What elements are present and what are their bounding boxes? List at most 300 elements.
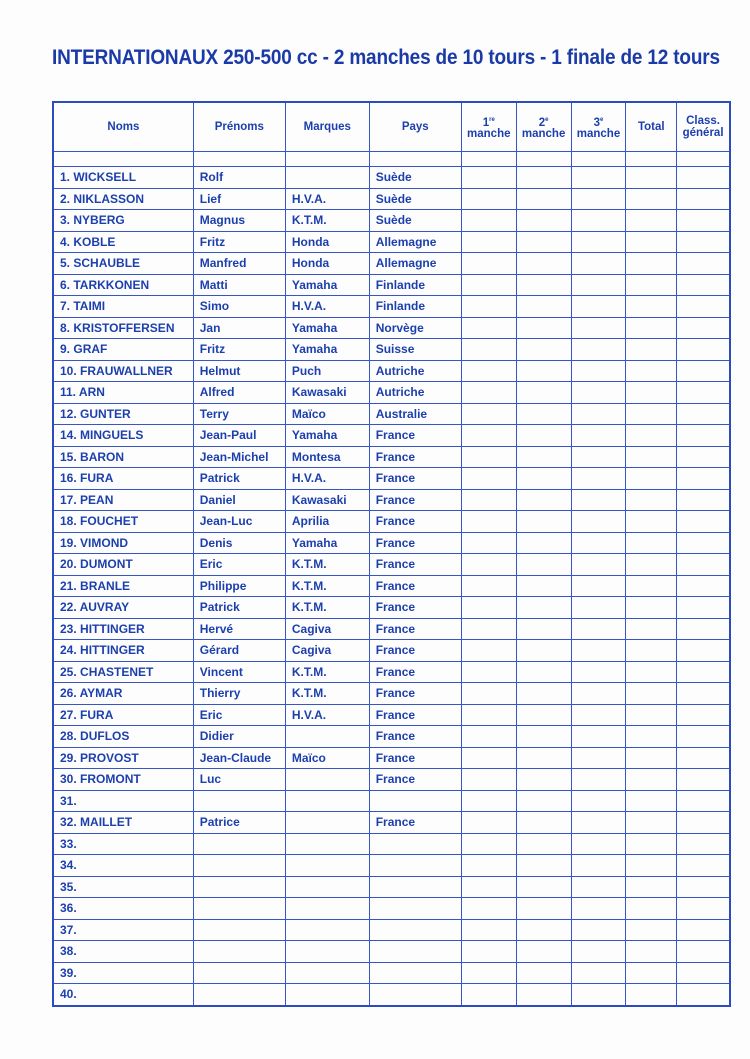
manche-2-cell <box>516 962 571 984</box>
country-cell: France <box>369 489 461 511</box>
rider-entry <box>53 984 193 1006</box>
total-cell <box>626 769 677 791</box>
country-cell: Allemagne <box>369 253 461 275</box>
manche-2-cell <box>516 274 571 296</box>
rider-lastname: VIMOND <box>80 535 129 550</box>
rider-lastname: FOUCHET <box>80 514 139 529</box>
table-row <box>53 296 730 318</box>
header-row <box>53 102 730 152</box>
total-cell <box>626 274 677 296</box>
rider-entry <box>53 425 193 447</box>
brand-cell: K.T.M. <box>285 597 369 619</box>
manche-1-cell <box>461 274 516 296</box>
classement-cell <box>677 876 730 898</box>
spacer-cell <box>461 152 516 167</box>
rider-lastname: NIKLASSON <box>73 191 145 206</box>
manche-2-cell <box>516 726 571 748</box>
rider-number: 29. <box>60 750 77 765</box>
manche-3-cell <box>571 747 626 769</box>
total-cell <box>626 253 677 275</box>
brand-cell: K.T.M. <box>285 210 369 232</box>
firstname-cell: Hervé <box>193 618 285 640</box>
total-cell <box>626 575 677 597</box>
firstname-cell: Jean-Paul <box>193 425 285 447</box>
country-cell: France <box>369 618 461 640</box>
manche-2-cell <box>516 597 571 619</box>
manche-2-cell <box>516 984 571 1006</box>
total-cell <box>626 898 677 920</box>
classement-cell <box>677 317 730 339</box>
brand-cell <box>285 876 369 898</box>
rider-entry <box>53 317 193 339</box>
classement-cell <box>677 704 730 726</box>
rider-lastname: KOBLE <box>73 234 116 249</box>
header-noms: Noms <box>53 102 193 152</box>
rider-lastname: TARKKONEN <box>73 277 150 292</box>
brand-cell: Yamaha <box>285 339 369 361</box>
spacer-cell <box>677 152 730 167</box>
manche-3-cell <box>571 769 626 791</box>
manche-1-cell <box>461 532 516 554</box>
rider-lastname: NYBERG <box>73 213 125 228</box>
manche-1-cell <box>461 253 516 275</box>
manche-2-cell <box>516 403 571 425</box>
rider-entry <box>53 704 193 726</box>
table-row <box>53 489 730 511</box>
manche-2-cell <box>516 339 571 361</box>
country-cell <box>369 919 461 941</box>
rider-entry <box>53 532 193 554</box>
total-cell <box>626 468 677 490</box>
rider-number: 37. <box>60 922 77 937</box>
manche-3-cell <box>571 274 626 296</box>
table-body <box>53 152 730 1006</box>
classement-cell <box>677 296 730 318</box>
brand-cell: Kawasaki <box>285 382 369 404</box>
manche-2-cell <box>516 812 571 834</box>
table-row <box>53 618 730 640</box>
rider-number: 4. <box>60 234 71 249</box>
manche-1-cell <box>461 446 516 468</box>
rider-entry <box>53 489 193 511</box>
brand-cell: Montesa <box>285 446 369 468</box>
country-cell: Allemagne <box>369 231 461 253</box>
manche-2-cell <box>516 683 571 705</box>
header-manche-2-sup: e <box>545 116 549 123</box>
total-cell <box>626 747 677 769</box>
table-row <box>53 511 730 533</box>
manche-1-cell <box>461 382 516 404</box>
manche-1-cell <box>461 597 516 619</box>
firstname-cell: Jean-Luc <box>193 511 285 533</box>
total-cell <box>626 403 677 425</box>
table-row <box>53 188 730 210</box>
firstname-cell: Didier <box>193 726 285 748</box>
rider-lastname: BARON <box>80 449 125 464</box>
firstname-cell: Patrice <box>193 812 285 834</box>
manche-2-cell <box>516 941 571 963</box>
manche-1-cell <box>461 618 516 640</box>
manche-2-cell <box>516 876 571 898</box>
firstname-cell <box>193 962 285 984</box>
country-cell: France <box>369 446 461 468</box>
rider-lastname: DUMONT <box>80 557 133 572</box>
manche-2-cell <box>516 575 571 597</box>
brand-cell: K.T.M. <box>285 554 369 576</box>
total-cell <box>626 618 677 640</box>
rider-number: 33. <box>60 836 77 851</box>
classement-cell <box>677 640 730 662</box>
brand-cell: H.V.A. <box>285 468 369 490</box>
country-cell: Suisse <box>369 339 461 361</box>
brand-cell: Maïco <box>285 747 369 769</box>
manche-2-cell <box>516 188 571 210</box>
rider-number: 20. <box>60 557 77 572</box>
total-cell <box>626 188 677 210</box>
manche-2-cell <box>516 231 571 253</box>
classement-cell <box>677 833 730 855</box>
table-row <box>53 941 730 963</box>
total-cell <box>626 597 677 619</box>
country-cell: France <box>369 640 461 662</box>
firstname-cell: Fritz <box>193 231 285 253</box>
total-cell <box>626 941 677 963</box>
classement-cell <box>677 382 730 404</box>
rider-number: 7. <box>60 299 71 314</box>
country-cell: France <box>369 769 461 791</box>
classement-cell <box>677 984 730 1006</box>
manche-3-cell <box>571 489 626 511</box>
table-row <box>53 597 730 619</box>
total-cell <box>626 683 677 705</box>
total-cell <box>626 317 677 339</box>
manche-1-cell <box>461 231 516 253</box>
rider-entry <box>53 683 193 705</box>
manche-1-cell <box>461 790 516 812</box>
manche-1-cell <box>461 704 516 726</box>
rider-number: 9. <box>60 342 71 357</box>
table-row <box>53 403 730 425</box>
brand-cell: Maïco <box>285 403 369 425</box>
manche-1-cell <box>461 511 516 533</box>
brand-cell: Yamaha <box>285 317 369 339</box>
classement-cell <box>677 489 730 511</box>
rider-number: 32. <box>60 815 77 830</box>
table-row <box>53 360 730 382</box>
rider-number: 11. <box>60 385 77 400</box>
manche-2-cell <box>516 468 571 490</box>
manche-1-cell <box>461 403 516 425</box>
brand-cell <box>285 833 369 855</box>
rider-number: 34. <box>60 858 77 873</box>
country-cell: Suède <box>369 188 461 210</box>
firstname-cell: Patrick <box>193 597 285 619</box>
firstname-cell: Simo <box>193 296 285 318</box>
rider-number: 8. <box>60 320 71 335</box>
rider-lastname: GRAF <box>73 342 108 357</box>
classement-cell <box>677 468 730 490</box>
table-row <box>53 812 730 834</box>
total-cell <box>626 554 677 576</box>
manche-3-cell <box>571 984 626 1006</box>
firstname-cell: Thierry <box>193 683 285 705</box>
rider-number: 31. <box>60 793 77 808</box>
brand-cell <box>285 855 369 877</box>
manche-3-cell <box>571 403 626 425</box>
header-manche-2-number: 2 <box>538 116 546 129</box>
total-cell <box>626 661 677 683</box>
manche-2-cell <box>516 532 571 554</box>
rider-number: 1. <box>60 170 71 185</box>
manche-2-cell <box>516 511 571 533</box>
table-row <box>53 253 730 275</box>
manche-3-cell <box>571 790 626 812</box>
rider-entry <box>53 833 193 855</box>
rider-lastname: MINGUELS <box>80 428 144 443</box>
country-cell: Finlande <box>369 296 461 318</box>
header-manche-1-word: manche <box>467 128 511 141</box>
rider-number: 17. <box>60 492 77 507</box>
firstname-cell: Daniel <box>193 489 285 511</box>
brand-cell: K.T.M. <box>285 661 369 683</box>
manche-1-cell <box>461 876 516 898</box>
classement-cell <box>677 446 730 468</box>
spacer-cell <box>571 152 626 167</box>
country-cell: France <box>369 726 461 748</box>
rider-number: 26. <box>60 686 77 701</box>
manche-2-cell <box>516 661 571 683</box>
manche-2-cell <box>516 296 571 318</box>
rider-entry <box>53 726 193 748</box>
rider-number: 24. <box>60 643 77 658</box>
manche-1-cell <box>461 984 516 1006</box>
table-row <box>53 984 730 1006</box>
classement-cell <box>677 167 730 189</box>
classement-cell <box>677 941 730 963</box>
classement-cell <box>677 898 730 920</box>
manche-3-cell <box>571 683 626 705</box>
manche-1-cell <box>461 919 516 941</box>
table-row <box>53 231 730 253</box>
classement-cell <box>677 962 730 984</box>
rider-entry <box>53 640 193 662</box>
country-cell: France <box>369 511 461 533</box>
rider-number: 28. <box>60 729 77 744</box>
rider-number: 38. <box>60 944 77 959</box>
rider-number: 2. <box>60 191 71 206</box>
brand-cell: H.V.A. <box>285 296 369 318</box>
total-cell <box>626 640 677 662</box>
firstname-cell: Alfred <box>193 382 285 404</box>
rider-entry <box>53 511 193 533</box>
firstname-cell: Helmut <box>193 360 285 382</box>
country-cell <box>369 962 461 984</box>
manche-1-cell <box>461 296 516 318</box>
classement-cell <box>677 683 730 705</box>
rider-lastname: HITTINGER <box>80 621 145 636</box>
classement-cell <box>677 511 730 533</box>
rider-number: 19. <box>60 535 77 550</box>
manche-1-cell <box>461 317 516 339</box>
brand-cell <box>285 812 369 834</box>
rider-lastname: PROVOST <box>80 750 139 765</box>
firstname-cell: Magnus <box>193 210 285 232</box>
manche-3-cell <box>571 167 626 189</box>
header-pays: Pays <box>369 102 461 152</box>
brand-cell: Yamaha <box>285 274 369 296</box>
header-total: Total <box>626 102 677 152</box>
rider-number: 6. <box>60 277 71 292</box>
firstname-cell <box>193 833 285 855</box>
total-cell <box>626 984 677 1006</box>
manche-1-cell <box>461 210 516 232</box>
manche-3-cell <box>571 876 626 898</box>
manche-3-cell <box>571 339 626 361</box>
table-row <box>53 274 730 296</box>
manche-3-cell <box>571 661 626 683</box>
manche-1-cell <box>461 812 516 834</box>
total-cell <box>626 833 677 855</box>
manche-2-cell <box>516 898 571 920</box>
firstname-cell: Terry <box>193 403 285 425</box>
table-row <box>53 640 730 662</box>
table-row <box>53 747 730 769</box>
manche-3-cell <box>571 210 626 232</box>
classement-cell <box>677 210 730 232</box>
header-classement-line1: Class. <box>686 115 721 127</box>
manche-3-cell <box>571 704 626 726</box>
manche-1-cell <box>461 575 516 597</box>
firstname-cell: Philippe <box>193 575 285 597</box>
country-cell: France <box>369 661 461 683</box>
rider-entry <box>53 253 193 275</box>
brand-cell <box>285 167 369 189</box>
classement-cell <box>677 360 730 382</box>
spacer-cell <box>53 152 193 167</box>
manche-3-cell <box>571 941 626 963</box>
rider-lastname: BRANLE <box>80 578 131 593</box>
manche-3-cell <box>571 532 626 554</box>
manche-1-cell <box>461 167 516 189</box>
firstname-cell: Gérard <box>193 640 285 662</box>
country-cell <box>369 876 461 898</box>
country-cell: Autriche <box>369 382 461 404</box>
manche-2-cell <box>516 317 571 339</box>
country-cell <box>369 833 461 855</box>
rider-number: 27. <box>60 707 77 722</box>
classement-cell <box>677 661 730 683</box>
rider-entry <box>53 296 193 318</box>
manche-1-cell <box>461 360 516 382</box>
table-row <box>53 726 730 748</box>
rider-lastname: AYMAR <box>79 686 123 701</box>
rider-number: 5. <box>60 256 71 271</box>
header-manche-1-number: 1 <box>482 116 490 129</box>
header-manche-2 <box>516 102 571 152</box>
manche-1-cell <box>461 489 516 511</box>
rider-lastname: ARN <box>78 385 105 400</box>
manche-1-cell <box>461 898 516 920</box>
rider-entry <box>53 231 193 253</box>
rider-lastname: CHASTENET <box>80 664 154 679</box>
manche-3-cell <box>571 468 626 490</box>
country-cell: Autriche <box>369 360 461 382</box>
rider-entry <box>53 446 193 468</box>
table-row <box>53 833 730 855</box>
manche-2-cell <box>516 618 571 640</box>
brand-cell: K.T.M. <box>285 575 369 597</box>
country-cell <box>369 984 461 1006</box>
rider-entry <box>53 876 193 898</box>
table-row <box>53 317 730 339</box>
country-cell <box>369 855 461 877</box>
header-prenoms: Prénoms <box>193 102 285 152</box>
manche-1-cell <box>461 661 516 683</box>
rider-number: 40. <box>60 987 77 1002</box>
manche-3-cell <box>571 855 626 877</box>
manche-3-cell <box>571 360 626 382</box>
table-row <box>53 661 730 683</box>
manche-2-cell <box>516 382 571 404</box>
classement-cell <box>677 253 730 275</box>
country-cell: France <box>369 468 461 490</box>
brand-cell: H.V.A. <box>285 188 369 210</box>
classement-cell <box>677 812 730 834</box>
manche-3-cell <box>571 919 626 941</box>
table-row <box>53 468 730 490</box>
classement-cell <box>677 274 730 296</box>
brand-cell: Cagiva <box>285 640 369 662</box>
classement-cell <box>677 403 730 425</box>
manche-3-cell <box>571 575 626 597</box>
firstname-cell: Lief <box>193 188 285 210</box>
manche-3-cell <box>571 597 626 619</box>
firstname-cell <box>193 790 285 812</box>
manche-2-cell <box>516 640 571 662</box>
rider-number: 15. <box>60 449 77 464</box>
manche-2-cell <box>516 210 571 232</box>
total-cell <box>626 876 677 898</box>
rider-entry <box>53 919 193 941</box>
manche-2-cell <box>516 769 571 791</box>
table-header <box>53 102 730 152</box>
firstname-cell: Eric <box>193 554 285 576</box>
firstname-cell <box>193 984 285 1006</box>
rider-entry <box>53 274 193 296</box>
manche-3-cell <box>571 833 626 855</box>
header-manche-1-sup: re <box>489 116 495 123</box>
brand-cell: H.V.A. <box>285 704 369 726</box>
classement-cell <box>677 919 730 941</box>
classement-cell <box>677 425 730 447</box>
manche-1-cell <box>461 188 516 210</box>
firstname-cell: Luc <box>193 769 285 791</box>
header-manche-3-word: manche <box>576 128 621 141</box>
manche-3-cell <box>571 640 626 662</box>
rider-entry <box>53 618 193 640</box>
country-cell: France <box>369 683 461 705</box>
classement-cell <box>677 618 730 640</box>
manche-2-cell <box>516 167 571 189</box>
rider-number: 21. <box>60 578 77 593</box>
spacer-cell <box>516 152 571 167</box>
firstname-cell: Jean-Claude <box>193 747 285 769</box>
brand-cell <box>285 984 369 1006</box>
manche-2-cell <box>516 919 571 941</box>
rider-number: 10. <box>60 363 77 378</box>
rider-entry <box>53 790 193 812</box>
classement-cell <box>677 339 730 361</box>
